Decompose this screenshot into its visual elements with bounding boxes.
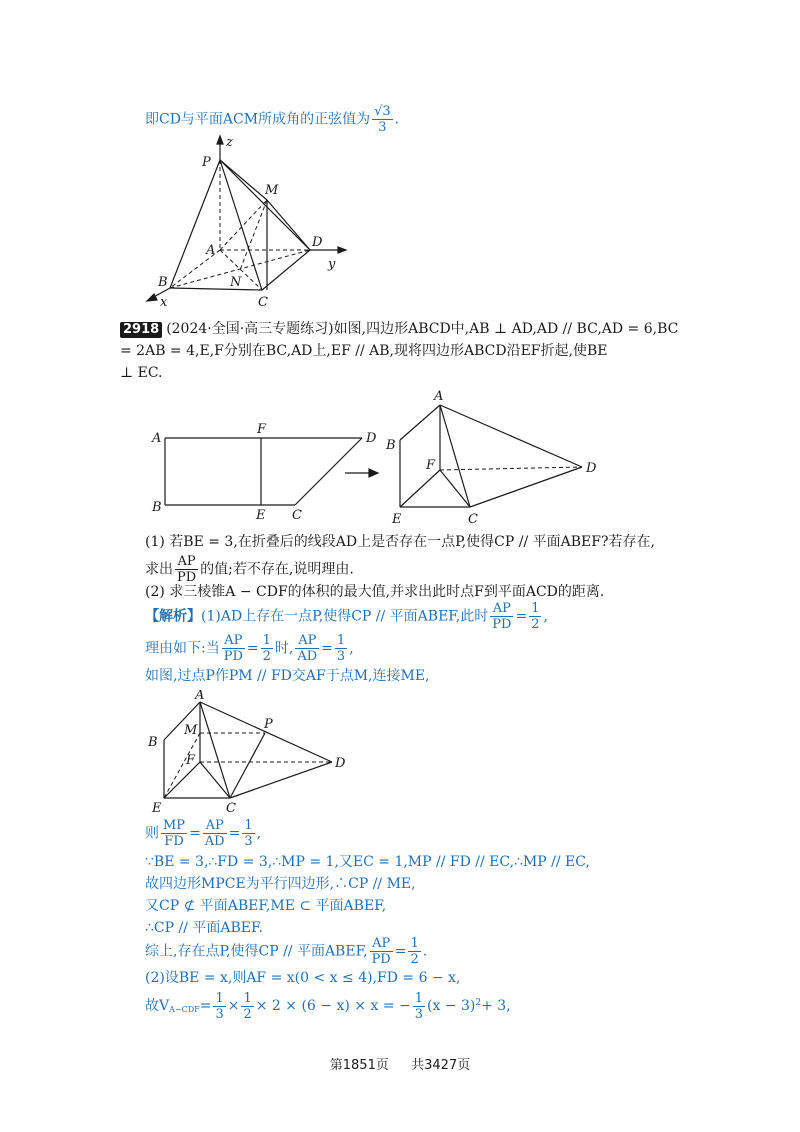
problem-statement bbox=[120, 318, 680, 384]
page-number: 第1851页 bbox=[329, 1058, 389, 1073]
label-C: C bbox=[258, 295, 268, 310]
total-pages: 共3427页 bbox=[411, 1058, 471, 1073]
label-B: B bbox=[148, 735, 158, 750]
question-1-line-2: 求出 $\frac{AP}{PD}$ 的值;若不存在,说明理由. bbox=[145, 554, 354, 585]
label-B-folded: B bbox=[386, 438, 396, 453]
question-2: (2) 求三棱锥A − CDF的体积的最大值,并求出此时点F到平面ACD的距离. bbox=[145, 584, 605, 600]
label-F: F bbox=[257, 422, 267, 437]
label-E: E bbox=[256, 508, 266, 523]
label-M: M bbox=[184, 723, 198, 738]
label-A: A bbox=[195, 690, 205, 703]
solution-line-5: ∵BE = 3,∴FD = 3,∴MP = 1,又EC = 1,MP // FD // EC,∴MP // EC, bbox=[145, 854, 590, 870]
text-run: 即CD与平面ACM所成角的正弦值为 bbox=[145, 111, 371, 128]
label-D: D bbox=[366, 431, 377, 446]
problem-line-1: 2918 (2024·全国·高三专题练习)如图,四边形ABCD中,AB ⊥ AD,AD // BC,AD = 6,BC bbox=[120, 318, 680, 340]
problem-line-2: = 2AB = 4,E,F分别在BC,AD上,EF // AB,现将四边形ABCD沿EF折起,使BE bbox=[120, 343, 608, 359]
label-B: B bbox=[158, 275, 168, 290]
fraction: $\frac{√3}{3}$ bbox=[374, 104, 391, 135]
problem-line-3: ⊥ EC. bbox=[120, 365, 163, 381]
figure-pyramid-axes bbox=[140, 130, 360, 310]
solution-line-4: 则 $\frac{MP}{FD}$ = $\frac{AP}{AD}$ = $\frac{1}{3}$ , bbox=[145, 818, 262, 849]
label-D: D bbox=[312, 235, 323, 250]
label-D: D bbox=[335, 756, 346, 771]
solution-line-8: ∴CP // 平面ABEF. bbox=[145, 920, 263, 936]
solution-line-10: (2)设BE = x,则AF = x(0 < x ≤ 4),FD = 6 − x, bbox=[145, 970, 461, 986]
label-C-folded: C bbox=[468, 512, 478, 525]
solution-line-11: 故$V_{A-CDF}=$ $\frac{1}{3}$ × $\frac{1}{2}$ × 2 × (6 − x) × x = − $\frac{1}{3}$ $(x - 3)^2+ 3$, bbox=[145, 990, 511, 1022]
label-z: z bbox=[226, 135, 233, 150]
label-M: M bbox=[265, 183, 279, 198]
label-P: P bbox=[202, 155, 211, 170]
fraction: $\frac{AP}{PD}$ bbox=[177, 554, 197, 585]
answer-line-sine: 即CD与平面ACM所成角的正弦值为 $\frac{√3}{3}$ . bbox=[145, 104, 400, 135]
solution-line-3: 如图,过点P作PM // FD交AF于点M,连接ME, bbox=[145, 668, 430, 684]
label-C: C bbox=[226, 801, 236, 816]
solution-line-7: 又CP ⊄ 平面ABEF,ME ⊂ 平面ABEF, bbox=[145, 898, 387, 914]
label-D-folded: D bbox=[586, 461, 597, 476]
figure-fold-diagram bbox=[140, 385, 620, 525]
label-A: A bbox=[206, 243, 216, 258]
label-F-folded: F bbox=[426, 458, 436, 473]
solution-line-2: 理由如下:当 $\frac{AP}{PD}$ = $\frac{1}{2}$ 时, $\frac{AP}{AD}$ = $\frac{1}{3}$ , bbox=[145, 633, 354, 664]
label-F: F bbox=[186, 753, 196, 768]
label-P: P bbox=[264, 717, 273, 732]
label-A-folded: A bbox=[434, 389, 444, 404]
question-1-line-1: (1) 若BE = 3,在折叠后的线段AD上是否存在一点P,使得CP // 平面ABEF?若存在, bbox=[145, 534, 655, 550]
label-x: x bbox=[160, 295, 168, 310]
label-B: B bbox=[152, 500, 162, 515]
label-N: N bbox=[230, 275, 242, 290]
label-y: y bbox=[328, 257, 336, 272]
page-footer bbox=[0, 1054, 800, 1073]
label-C: C bbox=[292, 508, 302, 523]
solution-line-9: 综上,存在点P,使得CP // 平面ABEF, $\frac{AP}{PD}$ = $\frac{1}{2}$ . bbox=[145, 936, 428, 967]
label-E: E bbox=[152, 801, 162, 816]
solution-line-1: 【解析】(1)AD上存在一点P,使得CP // 平面ABEF,此时 $\frac{AP}{PD}$ = $\frac{1}{2}$ , bbox=[145, 601, 548, 632]
label-A: A bbox=[152, 431, 162, 446]
label-E-folded: E bbox=[392, 512, 402, 525]
solution-line-6: 故四边形MPCE为平行四边形,∴CP // ME, bbox=[145, 876, 416, 892]
figure-folded-solid-pm bbox=[140, 690, 360, 820]
problem-number-badge: 2918 bbox=[120, 322, 162, 338]
